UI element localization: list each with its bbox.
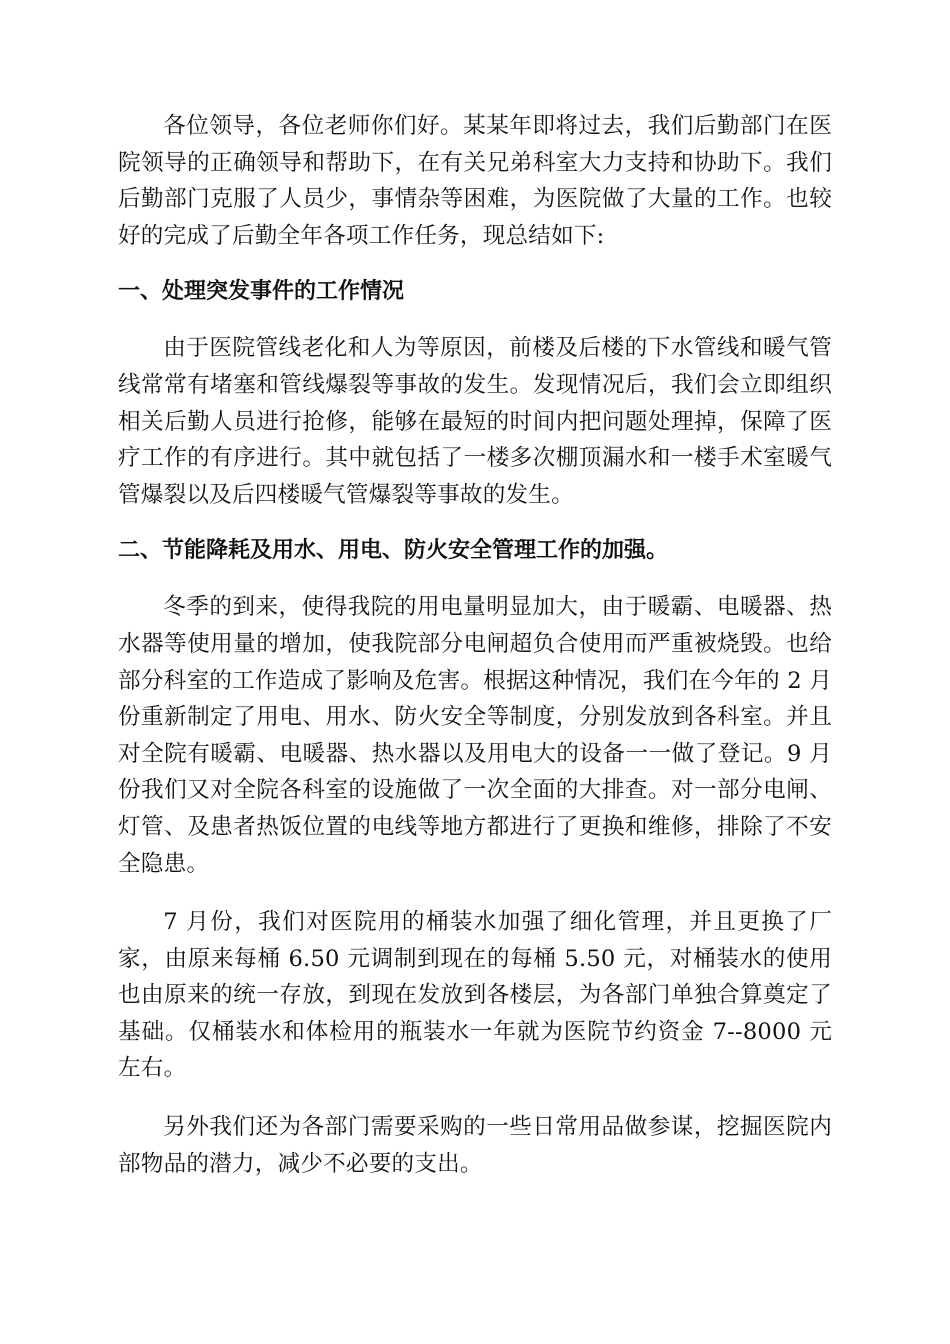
section-2-paragraph-3: 另外我们还为各部门需要采购的一些日常用品做参谋，挖掘医院内部物品的潜力，减少不必要的支出。 [118, 1114, 832, 1177]
section-1-paragraph: 由于医院管线老化和人为等原因，前楼及后楼的下水管线和暖气管线常常有堵塞和管线爆裂等事故的发生。发现情况后，我们会立即组织相关后勤人员进行抢修，能够在最短的时间内把问题处理掉，保障了医疗工作的有序进行。其中就包括了一楼多次棚顶漏水和一楼手术室暖气管爆裂以及后四楼暖气管爆裂等事故的发生。 [118, 335, 832, 508]
document-page [118, 108, 832, 1182]
section-2-paragraph-2: 7 月份，我们对医院用的桶装水加强了细化管理，并且更换了厂家，由原来每桶 6.50 元调制到现在的每桶 5.50 元，对桶装水的使用也由原来的统一存放，到现在发放到各楼层，为各部门单独合算奠定了基础。仅桶装水和体检用的瓶装水一年就为医院节约资金 7--8000 元左右。 [118, 909, 832, 1082]
section-1-heading: 一、处理突发事件的工作情况 [118, 279, 405, 305]
section-2-heading: 二、节能降耗及用水、用电、防火安全管理工作的加强。 [118, 538, 669, 564]
intro-paragraph: 各位领导，各位老师你们好。某某年即将过去，我们后勤部门在医院领导的正确领导和帮助下，在有关兄弟科室大力支持和协助下。我们后勤部门克服了人员少，事情杂等困难，为医院做了大量的工作。也较好的完成了后勤全年各项工作任务，现总结如下: [118, 113, 832, 249]
section-2-paragraph-1: 冬季的到来，使得我院的用电量明显加大，由于暖霸、电暖器、热水器等使用量的增加，使我院部分电闸超负合使用而严重被烧毁。也给部分科室的工作造成了影响及危害。根据这种情况，我们在今年的 2 月份重新制定了用电、用水、防火安全等制度，分别发放到各科室。并且对全院有暖霸、电暖器、热水器以及用电大的设备一一做了登记。9 月份我们又对全院各科室的设施做了一次全面的大排查。对一部分电闸、灯管、及患者热饭位置的电线等地方都进行了更换和维修，排除了不安全隐患。 [118, 594, 832, 877]
